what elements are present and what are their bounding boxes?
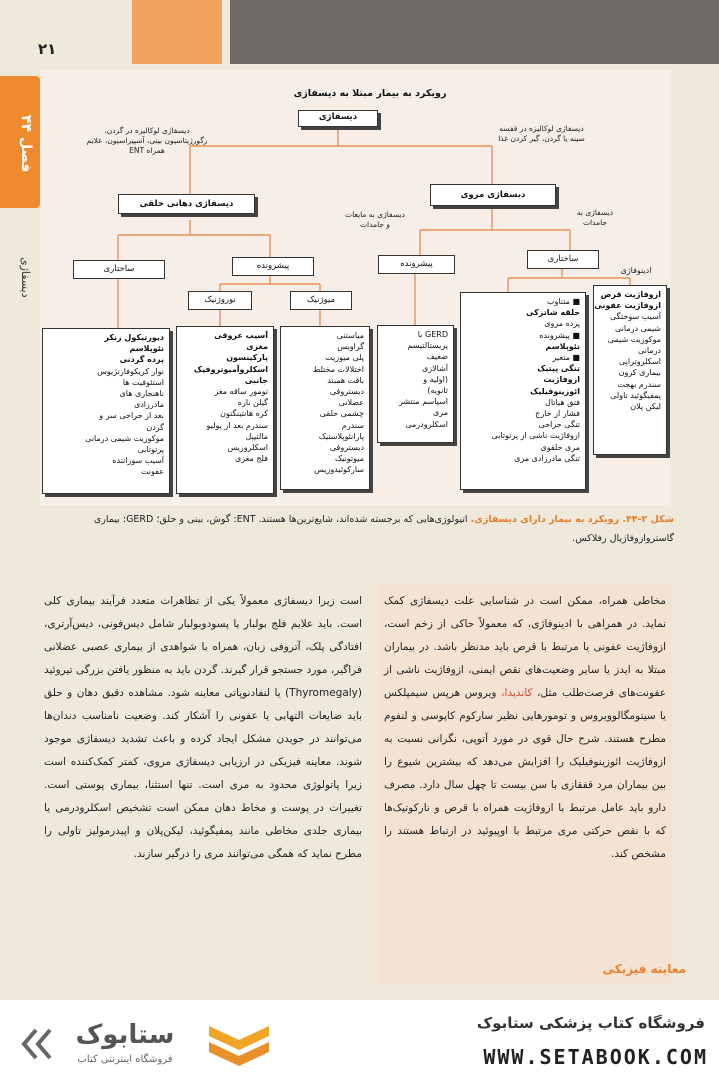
node-neurogenic: نوروژنیک [188, 291, 252, 310]
node-oropharyngeal-dysphagia: دیسفاژی دهانی حلقی [118, 194, 255, 214]
list-item: میوتونیک [335, 454, 364, 464]
store-logo-text: ستابوک [75, 1020, 175, 1050]
list-item: آسیب سوزاننده [112, 456, 164, 466]
store-title: فروشگاه کتاب پزشکی ستابوک [476, 1014, 705, 1032]
top-background [230, 0, 719, 64]
list-item: پرده گردنی [119, 355, 164, 365]
list-item: اسکلروآمیوتروفیک [193, 364, 268, 374]
list-item: شیمی درمانی [615, 323, 661, 333]
figure-caption [40, 510, 674, 548]
node-esophageal-progressive: پیشرونده [378, 255, 455, 274]
list-item: آسیب عروقی [214, 331, 268, 340]
node-oropharyngeal-progressive: پیشرونده [232, 257, 314, 276]
body-column-left: است زیرا دیسفاژی معمولاً یکی از تظاهرات متعدد فرآیند بیماری کلی است. باید علایم فلج بولبار یا پسودوبولبار شامل دیس‌فونی، دیس‌آرتری، افتادگی پلک، آتروفی زبان، همراه با شواهدی از بیماری عصبی عضلانی فراگیر، مورد جستجو قرار گیرند. گردن باید به منظور یافتن بزرگی تیروئید (Thyromegaly) یا لنفادنوپاتی معاینه شود. مشاهده دقیق دهان و حلق باید ضایعات التهابی یا عفونی را آشکار کند. وضعیت نامناسب دندان‌ها می‌توانند در جویدن مشکل ایجاد کرده و باعث تشدید دیسفاژی موجود شوند. معاینه فیزیکی در ارزیابی دیسفاژی مروی، کمتر کمک‌کننده است زیرا پاتولوژی محدود به مری است. تنها استثنا، بیماری پوستی است. تغییرات در پوست و مخاط دهان ممکن است تشخیص اسکلرودرمی یا بیماری جلدی مخاطی مانند پمفیگوئید، لیکن‌پلان و اپیدرمولیز تاولی را مطرح نماید که همگی می‌توانند مری را درگیر سازند. [44, 595, 362, 860]
note-solids: دیسفاژی به جامدات [576, 208, 614, 227]
list-item: مغزی [246, 342, 268, 352]
list-item: پمفیگوئید تاولی [610, 390, 661, 400]
list-item: لیکن پلان [630, 402, 661, 412]
list-item: GERD با [417, 330, 448, 339]
list-item: بیماری کرون [618, 368, 661, 378]
list-item: آسیب سوختگی [609, 312, 661, 322]
note-oropharyngeal-localization: دیسفاژی لوکالیزه در گردن، رگورژیتاسیون بینی، آسپیراسیون، علایم همراه ENT [86, 126, 208, 155]
body-text-right-1: مخاطی همراه، ممکن است در شناسایی علت دیسفاژی کمک نماید. در همراهی با ادینوفاژی، که معمولاً حاکی از زخم است، ازوفاژیت عفونی یا مرتبط با قرص باید مدنظر باشد. در بیماران مبتلا به ایدز یا سایر وضعیت‌های نقص ایمنی، ازوفاژیت ناشی از عفونت‌های فرصت‌طلب مثل، [384, 595, 666, 699]
list-item: دیستروفی [329, 387, 364, 397]
list-item: اسپاسم منتشر [398, 397, 448, 407]
list-neurogenic-causes [176, 326, 274, 494]
caption-text: اتیولوژی‌هایی که برجسته شده‌اند، شایع‌ترین‌ها هستند. ENT: گوش، بینی و حلق؛ GERD: بیماری گاستروازوفاژیال رفلاکس. [93, 514, 674, 544]
list-item: پلی میوزیت [325, 353, 364, 363]
list-item: ■ متناوب [546, 297, 580, 306]
note-esophageal-localization: دیسفاژی لوکالیزه در قفسه سینه یا گردن، گیر کردن غذا [498, 124, 585, 143]
page-number: ۲۱ [38, 40, 57, 58]
list-item: اسکلروزیس [227, 443, 268, 453]
node-oropharyngeal-structural: ساختاری [73, 260, 165, 279]
figure-title: رویکرد به بیمار مبتلا به دیسفاژی [293, 88, 447, 99]
node-myogenic: میوژنیک [290, 291, 352, 310]
list-myogenic-causes [280, 326, 370, 490]
list-item: بعد از جراحی سر و [99, 411, 164, 421]
list-item: ازوفاژیت قرص [600, 290, 661, 299]
list-item: تنگی جراحی [538, 420, 580, 430]
list-item: نئوپلاسم [129, 344, 164, 354]
list-item: استئوفیت ها [122, 377, 164, 387]
top-accent [132, 0, 222, 64]
list-item: اسکلروتراپی [618, 357, 661, 367]
list-item: (اولیه و [423, 374, 448, 384]
list-item: گردن [146, 422, 164, 432]
list-item: کره هانتینگتون [220, 409, 268, 419]
list-item: ثانویه) [427, 386, 448, 396]
list-item: تنگی پپتیک [537, 364, 580, 374]
list-item: پرتوتابی [137, 445, 164, 455]
list-item: عفونت [140, 467, 164, 477]
list-item: پارکینسون [226, 353, 268, 363]
store-url-link[interactable]: WWW.SETABOOK.COM [483, 1045, 708, 1069]
node-dysphagia: دیسفاژی [298, 110, 378, 127]
list-item: مری حلقوی [540, 442, 580, 452]
list-esophageal-structural-causes [460, 292, 586, 490]
list-item: درمانی [637, 346, 661, 356]
list-item: موکوزیت شیمی [607, 334, 661, 344]
flowchart-figure [40, 70, 670, 505]
list-item: آشالازی [421, 363, 448, 373]
list-item: تنگی مادرزادی مری [514, 453, 580, 463]
list-item: فتق هیاتال [545, 397, 580, 407]
list-item: گیلن باره [237, 398, 268, 408]
section-heading: معاینه فیزیکی [602, 962, 686, 976]
list-item: پرده مروی [544, 319, 580, 329]
list-item: چشمی حلقی [319, 409, 364, 419]
list-item: نئوپلاسم [545, 341, 580, 351]
list-item: اسکلرودرمی [405, 419, 448, 429]
label-odynophagia: ادینوفاژی [620, 266, 652, 275]
list-item: حلقه شاتزکی [525, 308, 580, 318]
list-item: ضعیف [426, 352, 448, 362]
list-item: ناهنجاری های [119, 389, 164, 399]
list-esophageal-progressive-causes [377, 325, 454, 443]
list-item: بافت همبند [327, 375, 364, 385]
list-item: دیستروفی [329, 443, 364, 453]
body-column-right [378, 584, 672, 984]
list-item: تومور ساقه مغز [214, 387, 268, 397]
list-oropharyngeal-structural-causes [42, 328, 170, 494]
list-item: ■ پیشرونده [539, 330, 580, 340]
list-item: مری [433, 408, 448, 418]
list-item: ■ متغیر [552, 353, 580, 363]
highlighted-term: کاندیدا، [501, 687, 533, 699]
caption-label: شکل ۲-۴۴. رویکرد به بیمار دارای دیسفاژی. [470, 514, 674, 525]
list-item: جانبی [244, 375, 268, 385]
list-item: ازوفاژیت [543, 375, 580, 385]
list-item: سندرم [341, 420, 364, 430]
list-item: سندرم بعد از پولیو [206, 420, 268, 430]
list-item: ازوفاژیت ناشی از پرتوتابی [491, 431, 580, 441]
note-liquids-and-solids: دیسفاژی به مایعات و جامدات [345, 210, 405, 229]
side-running-title: دیسفاژی [19, 257, 32, 298]
list-item: دیورتیکول زنکر [104, 333, 164, 342]
list-item: پارانئوپلاستیک [318, 431, 364, 441]
list-item: پریستالتیسم [407, 341, 448, 351]
body-text-right-2: ویروس هرپس سیمپلکس یا سیتومگالوویروس و تومورهایی نظیر سارکوم کاپوسی و لنفوم مطرح هستند. شرح حال قوی در مورد آتوپی، نگرانی نسبت به ازوفاژیت ائوزینوفیلیک را افزایش می‌دهد که بیشترین شیوع را بین بیماران مرد قفقازی با سن بیست تا چهل سال دارد. مصرف دارو باید عامل مرتبط با ازوفاژیت همراه با قرص و نارکوتیک‌ها که با نقص حرکتی مری مرتبط با اوپیوئید در ارتباط هستند را مشخص کند. [384, 687, 666, 860]
chapter-tab-label: فصل ۴۴ [18, 114, 34, 173]
node-esophageal-dysphagia: دیسفاژی مروی [430, 184, 556, 206]
list-item: گراویس [337, 342, 364, 352]
list-odynophagia-causes [593, 285, 667, 455]
list-item: میاستنی [336, 331, 364, 340]
list-item: نوار کریکوفارنژیوس [97, 366, 164, 376]
list-item: موکوزیت شیمی درمانی [85, 433, 164, 443]
list-item: عضلانی [338, 398, 364, 408]
list-item: سندرم بهجت [617, 379, 661, 389]
list-item: مادرزادی [133, 400, 164, 410]
list-item: ازوفاژیت عفونی [594, 301, 661, 311]
list-item: فشار از خارج [535, 409, 580, 419]
list-item: اختلالات مختلط [312, 364, 364, 374]
list-item: سارکوئیدوزیس [314, 465, 364, 475]
book-emblem-icon [205, 1018, 273, 1068]
store-logo-subtitle: فروشگاه اینترنتی کتاب [77, 1054, 173, 1065]
node-esophageal-structural: ساختاری [527, 250, 599, 269]
list-item: ائوزینوفیلیک [530, 386, 580, 396]
chevrons-icon [20, 1024, 54, 1064]
list-item: فلج مغزی [235, 454, 268, 464]
list-item: مالتیپل [245, 431, 268, 441]
